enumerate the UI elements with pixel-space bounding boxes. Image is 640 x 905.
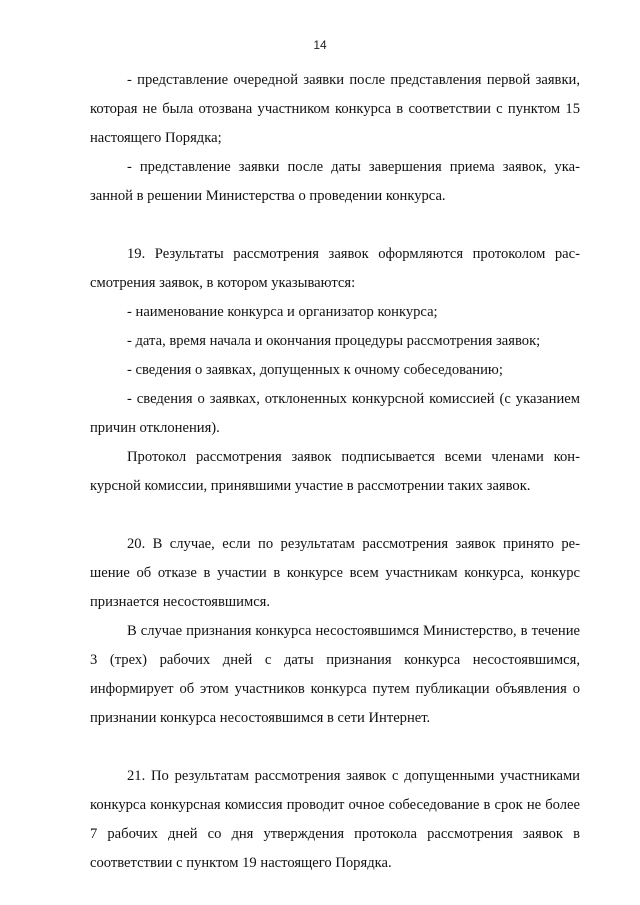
section-gap bbox=[90, 733, 580, 762]
list-item-contest-name: - наименование конкурса и организатор конкурса; bbox=[127, 304, 438, 320]
section-gap bbox=[90, 211, 580, 240]
paragraph-failed-contest-notice: В случае признания конкурса несостоявшимся Министерство, в течение 3 (трех) рабочих дней с даты признания конкурса несостоявшимся, информирует об этом участников конкурса путем публикации объявления о признании конкурса несостоявшимся в сети Интернет. bbox=[90, 623, 580, 726]
paragraph-protocol-signing: Протокол рассмотрения заявок подписывается всеми членами конкурсной комиссии, принявшими участие в рассмотрении таких заявок. bbox=[90, 449, 580, 494]
paragraph-item-20: 20. В случае, если по результатам рассмотрения заявок принято решение об отказе в участии в конкурсе всем участникам конкурса, конкурс признается несостоявшимся. bbox=[90, 536, 580, 610]
paragraph-item-21: 21. По результатам рассмотрения заявок с допущенными участниками конкурса конкурсная комиссия проводит очное собеседование в срок не более 7 рабочих дней со дня утверждения протокола рассмотрения заявок в соответствии с пунктом 19 настоящего Порядка. bbox=[90, 768, 580, 871]
paragraph-rejection-late-application: - представление заявки после даты завершения приема заявок, указанной в решении Министерства о проведении конкурса. bbox=[90, 159, 580, 204]
list-item-admitted-applications: - сведения о заявках, допущенных к очному собеседованию; bbox=[127, 362, 503, 378]
list-item-rejected-applications: - сведения о заявках, отклоненных конкурсной комиссией (с указанием причин отклонения). bbox=[90, 391, 580, 436]
paragraph-item-19: 19. Результаты рассмотрения заявок оформляются протоколом рассмотрения заявок, в котором указываются: bbox=[90, 246, 580, 291]
section-gap bbox=[90, 501, 580, 530]
page-number: 14 bbox=[313, 38, 327, 52]
document-body bbox=[90, 66, 580, 878]
list-item-review-dates: - дата, время начала и окончания процедуры рассмотрения заявок; bbox=[127, 333, 541, 349]
paragraph-rejection-repeat-application: - представление очередной заявки после представления первой заявки, которая не была отозвана участником конкурса в соответствии с пунктом 15 настоящего Порядка; bbox=[90, 72, 580, 146]
